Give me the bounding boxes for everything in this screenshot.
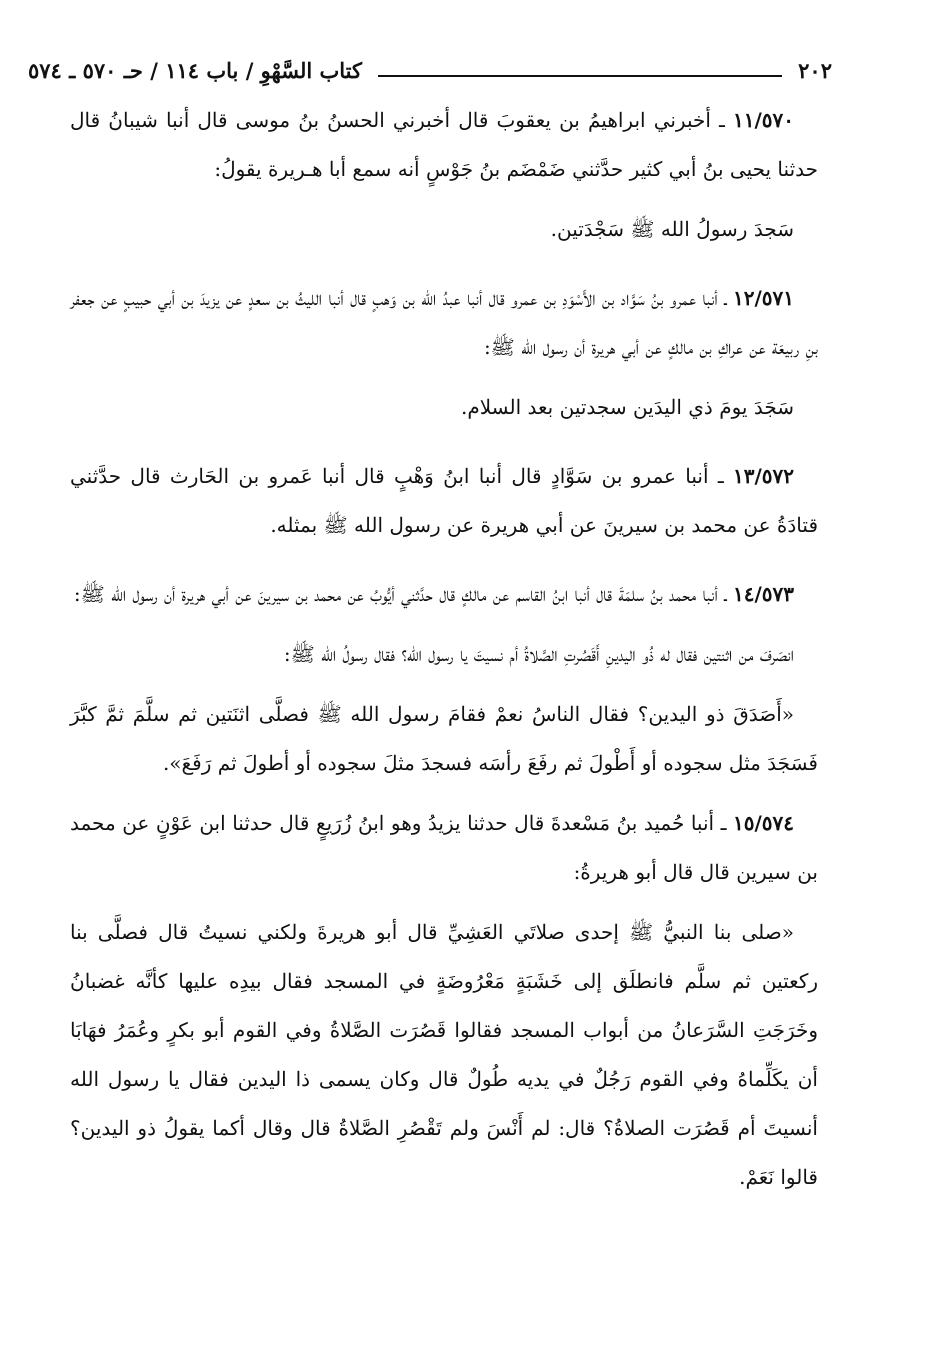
page-number: ٢٠٢ bbox=[798, 57, 832, 83]
hadith-number: ١٤/٥٧٣ bbox=[732, 582, 794, 606]
hadith-text: ـ أنبا عمرو بنُ سَوَّاد بن الأَسْوَدِ بن عمرو قال أنبا عبدُ الله بن وَهبٍ قال أنبا الليثُ بن سعدٍ عن يزيدَ بن أبي حبيبٍ عن جعفر بنِ ربيعَة عن عراكِ بن مالكٍ عن أبي هريرة أن رسول الله ﷺ: bbox=[70, 286, 818, 359]
page-body bbox=[70, 96, 818, 1213]
hadith-number: ١١/٥٧٠ bbox=[732, 108, 794, 132]
hadith-number: ١٥/٥٧٤ bbox=[732, 811, 794, 835]
hadith-571 bbox=[70, 274, 818, 372]
page-header bbox=[28, 52, 832, 88]
hadith-text: ـ أخبرني ابراهيمُ بن يعقوبَ قال أخبرني الحسنُ بنُ موسى قال أنبا شيبانُ قال حدثنا يحيى بنُ أبي كثير حدَّثني ضَمْضَم بنُ جَوْسٍ أنه سمع أبا هـريرة يقولُ: bbox=[70, 108, 818, 181]
hadith-570 bbox=[70, 96, 818, 194]
hadith-573-matn: انصَرفَ من اثنتين فقال له ذُو اليدينِ أَقَصُرتِ الصَّلاةُ أم نسيتَ يا رسول الله؟ فقال رسولُ الله ﷺ: bbox=[283, 642, 794, 666]
hadith-text: ـ أنبا محمد بنُ سلمَةَ قال أنبا ابنُ القاسم عن مالكٍ قال حدَّثني أيُّوبُ عن محمد بن سيرينَ عن أبي هريرة أن رسول الله ﷺ: bbox=[73, 582, 733, 606]
hadith-text: ـ أنبا حُميد بنُ مَسْعدةَ قال حدثنا يزيدُ وهو ابنُ زُرَيعٍ قال حدثنا ابن عَوْنٍ عن محمد بن سيرين قال قال أبو هريرةُ: bbox=[70, 811, 818, 884]
hadith-number: ١٣/٥٧٢ bbox=[732, 464, 794, 488]
running-title: كتاب السَّهْوِ / باب ١١٤ / حـ ٥٧٠ ـ ٥٧٤ bbox=[28, 57, 362, 83]
hadith-574 bbox=[70, 799, 818, 897]
hadith-574-quote: «صلى بنا النبيُّ ﷺ إحدى صلاتَي العَشِيِّ قال أبو هريرةَ ولكني نسيتُ قال فصلَّى بنا ركعتين ثم سلَّم فانطلَق إلى خَشَبَةٍ مَعْرُوضَةٍ في المسجد فقال بيدِه عليها كأنَّه غضبانُ وخَرَجَتِ السَّرَعانُ من أبواب المسجد فقالوا قَصُرَت الصَّلاةُ وفي القوم أبو بكرٍ وعُمَرُ فهَابَا أن يكَلِّماهُ وفي القوم رَجُلٌ في يديه طُولٌ قال وكان يسمى ذا اليدين فقال يا رسول الله أنسيتَ أم قَصُرَت الصلاةُ؟ قال: لم أَنْسَ ولم تَقْصُرِ الصَّلاةُ قال وقال أكما يقولُ ذو اليدين؟ قالوا نَعَمْ. bbox=[70, 920, 818, 1189]
hadith-573 bbox=[70, 570, 818, 619]
hadith-572 bbox=[70, 452, 818, 550]
hadith-text: ـ أنبا عمرو بن سَوَّادٍ قال أنبا ابنُ وَهْبٍ قال أنبا عَمرو بن الحَارث قال حدَّثني قتادَةُ عن محمد بن سيرينَ عن أبي هريرة عن رسول الله ﷺ بمثله. bbox=[70, 464, 818, 537]
header-rule bbox=[378, 75, 782, 77]
hadith-570-matn: سَجدَ رسولُ الله ﷺ سَجْدَتين. bbox=[550, 217, 794, 241]
hadith-573-quote: «أَصَدَقَ ذو اليدين؟ فقال الناسُ نعمْ فقامَ رسول الله ﷺ فصلَّى اثنَتين ثم سلَّمَ ثمَّ كبَّرَ فَسَجَدَ مثل سجوده أو أَطْولَ ثم رفَعَ رأسَه فسجدَ مثلَ سجوده أو أطولَ ثم رَفَعَ». bbox=[70, 702, 818, 775]
hadith-571-matn: سَجَدَ يومَ ذي اليدَين سجدتين بعد السلام. bbox=[461, 395, 794, 419]
hadith-number: ١٢/٥٧١ bbox=[732, 286, 794, 310]
